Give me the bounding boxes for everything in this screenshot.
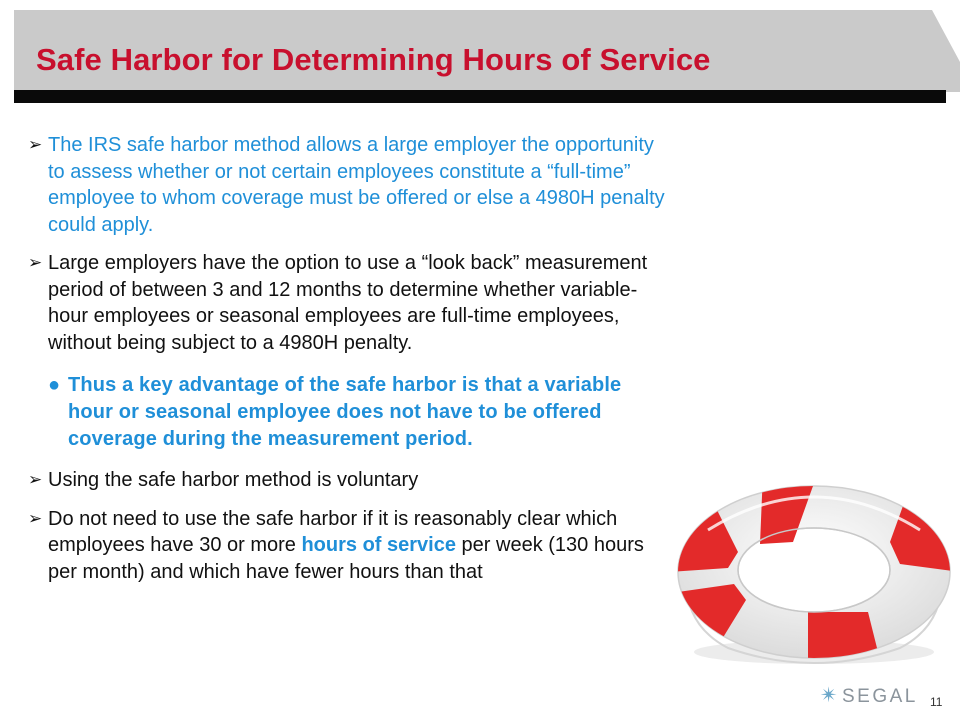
arrow-bullet-icon: ➢ <box>28 508 43 528</box>
bullet-text-after: per week (130 hours per month) and which have fewer hours than that <box>48 534 644 583</box>
slide-title: Safe Harbor for Determining Hours of Service <box>36 42 711 77</box>
sub-bullet-key-advantage <box>28 372 668 453</box>
bullet-text: Large employers have the option to use a “look back” measurement period of between 3 and 12 months to determine whether variable-hour employees or seasonal employees are full-time employees, without being subject to a 4980H penalty. <box>48 252 648 354</box>
hours-of-service-highlight: hours of service <box>301 534 456 556</box>
bullet-text: The IRS safe harbor method allows a large employer the opportunity to assess whether or not certain employees constitute a “full-time” employee to whom coverage must be offered or else a 4980H penalty could apply. <box>48 134 665 236</box>
bullet-irs-method <box>28 132 668 238</box>
page-number: 11 <box>930 695 943 709</box>
star-icon: ✴ <box>820 684 838 707</box>
segal-logo <box>820 684 930 710</box>
arrow-bullet-icon: ➢ <box>28 470 43 489</box>
bullet-list <box>28 132 668 597</box>
dot-bullet-icon: ● <box>48 374 61 396</box>
arrow-bullet-icon: ➢ <box>28 253 43 272</box>
bullet-voluntary <box>28 467 668 494</box>
bullet-reasonably-clear <box>28 506 668 586</box>
bullet-text: Using the safe harbor method is voluntary <box>48 469 419 491</box>
sub-bullet-text: Thus a key advantage of the safe harbor is that a variable hour or seasonal employee does not have to be offered coverage during the measurement period. <box>68 374 622 450</box>
bullet-look-back <box>28 250 668 356</box>
lifebuoy-image <box>668 472 960 672</box>
bullet-text-before: Do not need to use the safe harbor if it is reasonably clear which employees have 30 or more <box>48 507 618 556</box>
arrow-bullet-icon: ➢ <box>28 135 43 154</box>
logo-text: SEGAL <box>842 686 918 707</box>
